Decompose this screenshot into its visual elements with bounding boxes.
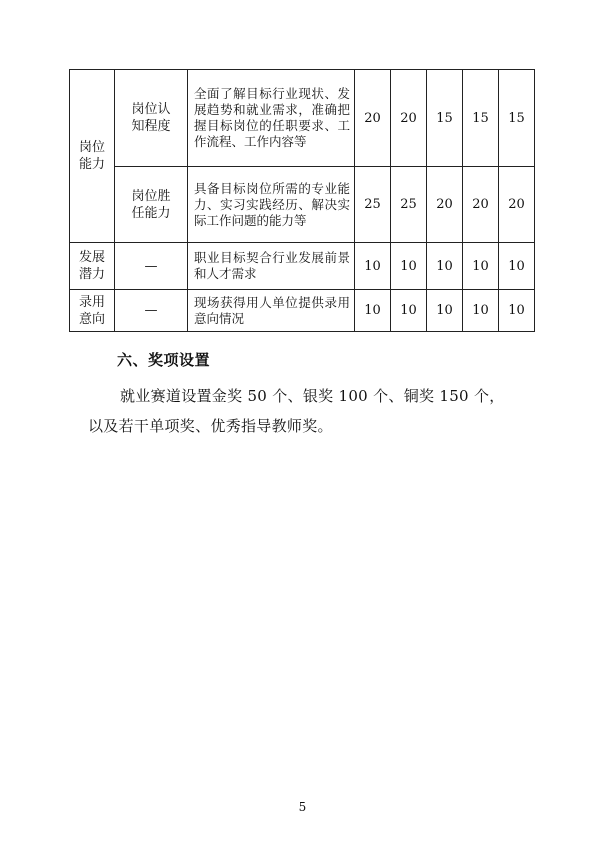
subcategory-cell: 岗位胜任能力: [115, 167, 188, 243]
subcategory-cell: 岗位认知程度: [115, 70, 188, 167]
table-row: [70, 70, 535, 167]
score-cell: 10: [427, 290, 463, 332]
score-cell: 25: [391, 167, 427, 243]
score-cell: 10: [391, 290, 427, 332]
score-cell: 15: [499, 70, 535, 167]
score-cell: 10: [355, 243, 391, 290]
description-cell: 职业目标契合行业发展前景和人才需求: [188, 243, 355, 290]
subcategory-cell: —: [115, 243, 188, 290]
score-cell: 20: [463, 167, 499, 243]
page-number: 5: [298, 800, 307, 814]
description-cell: 具备目标岗位所需的专业能力、实习实践经历、解决实际工作问题的能力等: [188, 167, 355, 243]
table-row: [70, 290, 535, 332]
description-cell: 现场获得用人单位提供录用意向情况: [188, 290, 355, 332]
score-cell: 10: [499, 243, 535, 290]
table-row: [70, 167, 535, 243]
category-cell: 发展潜力: [70, 243, 115, 290]
score-cell: 10: [463, 290, 499, 332]
section-heading: 六、奖项设置: [117, 351, 211, 369]
category-cell: 岗位能力: [70, 70, 115, 243]
score-cell: 25: [355, 167, 391, 243]
score-cell: 15: [463, 70, 499, 167]
score-cell: 10: [499, 290, 535, 332]
score-cell: 10: [355, 290, 391, 332]
score-cell: 10: [427, 243, 463, 290]
score-cell: 10: [391, 243, 427, 290]
subcategory-cell: —: [115, 290, 188, 332]
table-row: [70, 243, 535, 290]
score-cell: 20: [391, 70, 427, 167]
score-cell: 10: [463, 243, 499, 290]
score-cell: 15: [427, 70, 463, 167]
score-cell: 20: [355, 70, 391, 167]
paragraph-line: 就业赛道设置金奖 50 个、银奖 100 个、铜奖 150 个，: [120, 387, 505, 405]
paragraph-line: 以及若干单项奖、优秀指导教师奖。: [88, 417, 333, 435]
description-cell: 全面了解目标行业现状、发展趋势和就业需求，准确把握目标岗位的任职要求、工作流程、工作内容等: [188, 70, 355, 167]
score-cell: 20: [427, 167, 463, 243]
score-cell: 20: [499, 167, 535, 243]
category-cell: 录用意向: [70, 290, 115, 332]
section-paragraph: [88, 381, 528, 441]
scoring-table: [69, 69, 535, 332]
